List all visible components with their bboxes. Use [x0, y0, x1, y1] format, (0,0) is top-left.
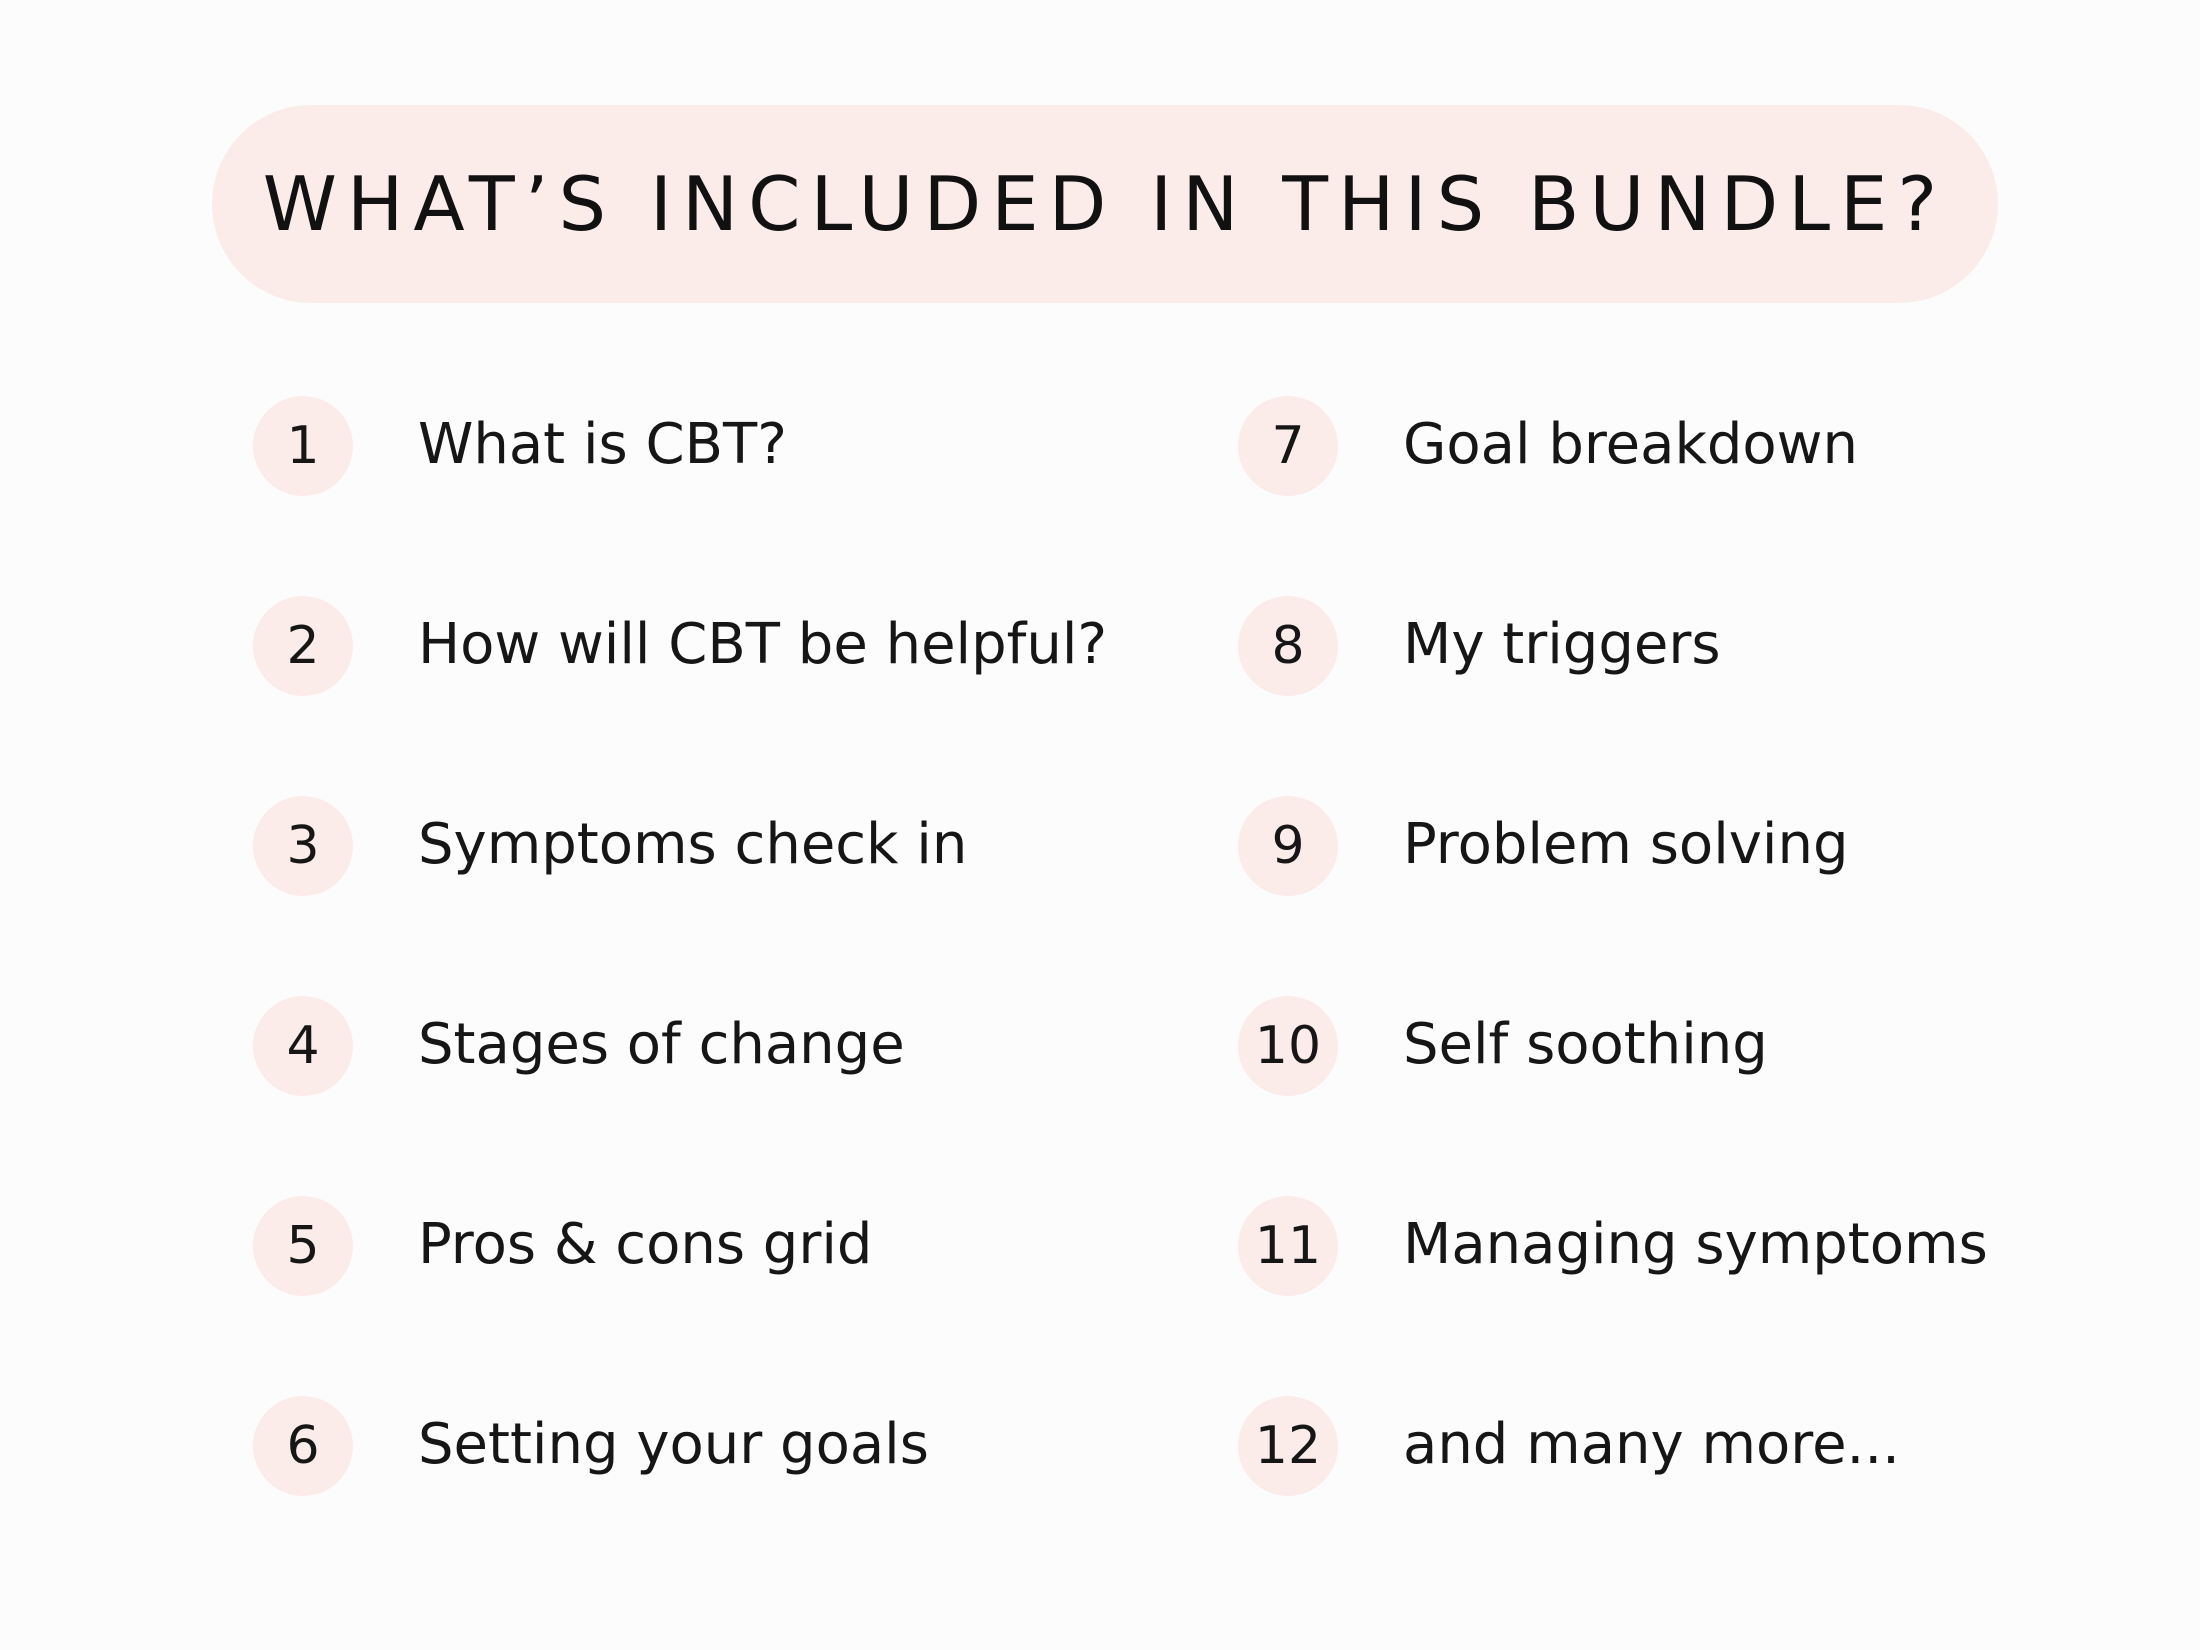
- item-label: Pros & cons grid: [418, 1212, 873, 1278]
- item-label: How will CBT be helpful?: [418, 612, 1108, 678]
- item-number-badge: 4: [253, 996, 353, 1096]
- list-item: [253, 996, 905, 1096]
- list-item: [1238, 396, 1858, 496]
- item-label: and many more...: [1403, 1412, 1900, 1478]
- list-item: [253, 796, 968, 896]
- list-item: [253, 1196, 873, 1296]
- item-label: Stages of change: [418, 1012, 905, 1078]
- list-item: [1238, 996, 1768, 1096]
- item-number-badge: 12: [1238, 1396, 1338, 1496]
- item-label: What is CBT?: [418, 412, 787, 478]
- list-item: [1238, 796, 1849, 896]
- item-label: My triggers: [1403, 612, 1721, 678]
- title-banner: [212, 105, 1998, 303]
- item-number-badge: 11: [1238, 1196, 1338, 1296]
- item-number-badge: 6: [253, 1396, 353, 1496]
- list-item: [1238, 1196, 1988, 1296]
- item-number-badge: 9: [1238, 796, 1338, 896]
- list-item: [1238, 1396, 1900, 1496]
- item-number-badge: 1: [253, 396, 353, 496]
- item-number-badge: 5: [253, 1196, 353, 1296]
- item-number-badge: 7: [1238, 396, 1338, 496]
- list-item: [253, 1396, 929, 1496]
- item-number-badge: 2: [253, 596, 353, 696]
- item-label: Self soothing: [1403, 1012, 1768, 1078]
- item-number-badge: 10: [1238, 996, 1338, 1096]
- item-label: Managing symptoms: [1403, 1212, 1988, 1278]
- item-label: Symptoms check in: [418, 812, 968, 878]
- list-item: [1238, 596, 1721, 696]
- item-label: Setting your goals: [418, 1412, 929, 1478]
- list-item: [253, 396, 787, 496]
- item-number-badge: 3: [253, 796, 353, 896]
- item-number-badge: 8: [1238, 596, 1338, 696]
- item-label: Problem solving: [1403, 812, 1849, 878]
- page-title: WHAT’S INCLUDED IN THIS BUNDLE?: [262, 160, 1948, 248]
- item-label: Goal breakdown: [1403, 412, 1858, 478]
- list-item: [253, 596, 1108, 696]
